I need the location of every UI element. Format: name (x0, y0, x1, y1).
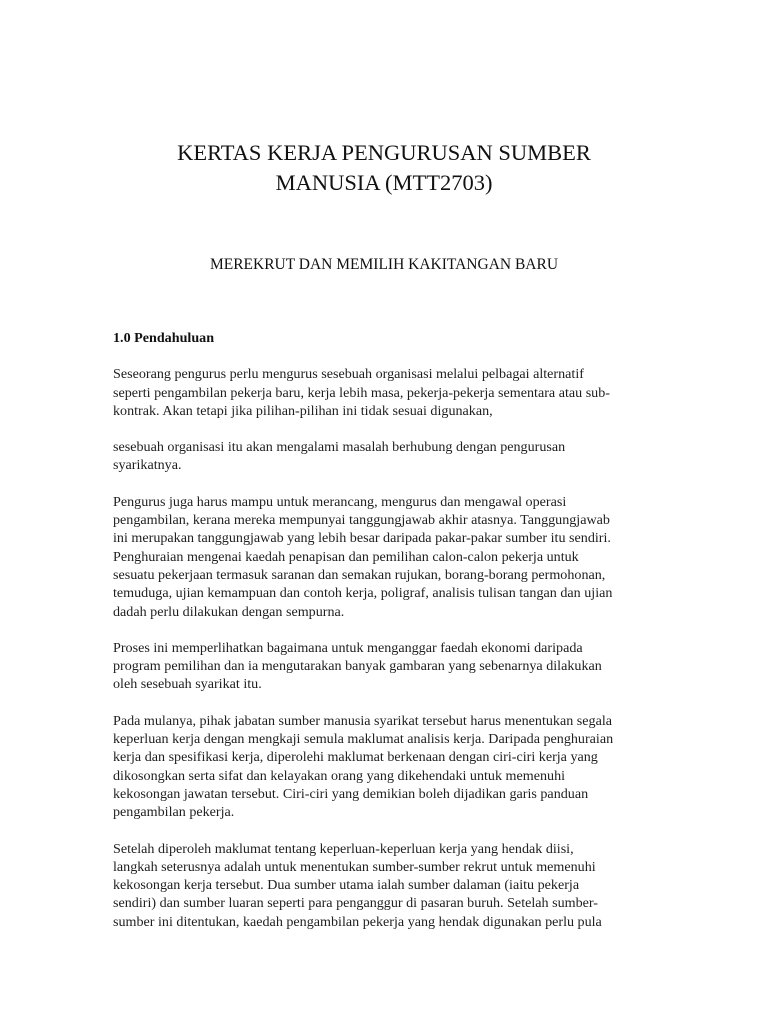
text-line: Setelah diperoleh maklumat tentang keperluan-keperluan kerja yang hendak diisi, (113, 840, 574, 857)
text-line: syarikatnya. (113, 457, 182, 474)
paragraph (113, 365, 658, 420)
text-line: dikosongkan serta sifat dan kelayakan orang yang dikehendaki untuk memenuhi (113, 767, 566, 784)
text-line: Proses ini memperlihatkan bagaimana untuk menganggar faedah ekonomi daripada (113, 639, 583, 656)
text-line: kekosongan kerja tersebut. Dua sumber utama ialah sumber dalaman (iaitu pekerja (113, 877, 580, 894)
title-line: MANUSIA (MTT2703) (275, 170, 493, 195)
text-line: sesebuah organisasi itu akan mengalami masalah berhubung dengan pengurusan (113, 439, 566, 456)
paragraph (113, 840, 658, 931)
document-body (113, 329, 658, 949)
paragraph (113, 712, 658, 822)
text-line: ini merupakan tanggungjawab yang lebih besar daripada pakar-pakar sumber itu sendiri. (113, 530, 611, 547)
text-line: Pada mulanya, pihak jabatan sumber manusia syarikat tersebut harus menentukan segala (113, 712, 612, 729)
text-line: dadah perlu dilakukan dengan sempurna. (113, 603, 345, 620)
text-line: Pengurus juga harus mampu untuk merancang, mengurus dan mengawal operasi (113, 493, 567, 510)
text-line: temuduga, ujian kemampuan dan contoh kerja, poligraf, analisis tulisan tangan dan ujian (113, 585, 613, 602)
text-line: kerja dan spesifikasi kerja, diperolehi maklumat berkenaan dengan ciri-ciri kerja yang (113, 749, 598, 766)
text-line: keperluan kerja dengan mengkaji semula maklumat analisis kerja. Daripada penghuraian (113, 731, 614, 748)
document-title (0, 138, 768, 198)
text-line: pengambilan, kerana mereka mempunyai tanggungjawab akhir atasnya. Tanggungjawab (113, 512, 610, 529)
text-line: Penghuraian mengenai kaedah penapisan dan pemilihan calon-calon pekerja untuk (113, 548, 579, 565)
text-line: kekosongan jawatan tersebut. Ciri-ciri yang demikian boleh dijadikan garis panduan (113, 785, 589, 802)
section-heading: 1.0 Pendahuluan (113, 330, 215, 346)
text-line: pengambilan pekerja. (113, 804, 235, 821)
paragraph (113, 438, 658, 475)
text-line: sumber ini ditentukan, kaedah pengambilan pekerja yang hendak digunakan perlu pula (113, 913, 602, 930)
text-line: langkah seterusnya adalah untuk menentukan sumber-sumber rekrut untuk memenuhi (113, 858, 596, 875)
text-line: sesuatu pekerjaan termasuk saranan dan semakan rujukan, borang-borang permohonan, (113, 566, 606, 583)
text-line: program pemilihan dan ia mengutarakan banyak gambaran yang sebenarnya dilakukan (113, 658, 602, 675)
title-line: KERTAS KERJA PENGURUSAN SUMBER (177, 140, 591, 165)
paragraph (113, 639, 658, 694)
paragraph (113, 493, 658, 621)
text-line: Seseorang pengurus perlu mengurus sesebuah organisasi melalui pelbagai alternatif (113, 366, 584, 383)
text-line: seperti pengambilan pekerja baru, kerja lebih masa, pekerja-pekerja sementara atau sub- (113, 384, 610, 401)
document-subtitle: MEREKRUT DAN MEMILIH KAKITANGAN BARU (209, 256, 559, 273)
text-line: kontrak. Akan tetapi jika pilihan-pilihan ini tidak sesuai digunakan, (113, 402, 493, 419)
text-line: oleh sesebuah syarikat itu. (113, 676, 262, 693)
text-line: sendiri) dan sumber luaran seperti para penganggur di pasaran buruh. Setelah sumber- (113, 895, 599, 912)
